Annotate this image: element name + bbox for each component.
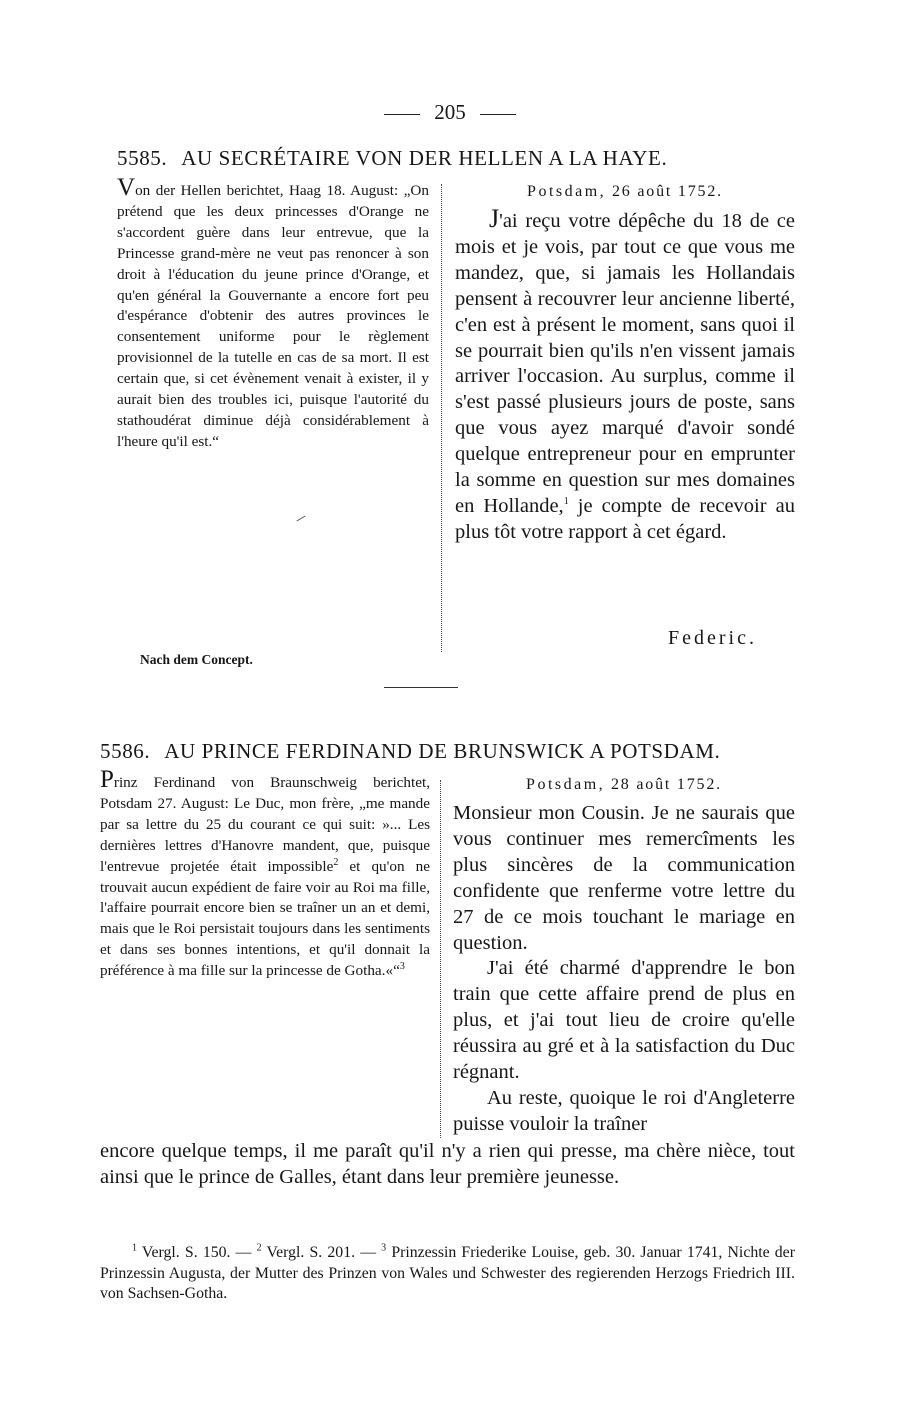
letter-1-body-end: je compte de recevoir au plus tôt votre rapport à cet égard. — [455, 494, 795, 543]
letter-1-number: 5585. — [117, 146, 168, 170]
letter-2-summary-b: et qu'on ne trouvait aucun expédient de faire voir au Roi ma fille, l'affaire pourrait encore bien se traîner un an et demi, mais que le Roi persistait toujours dans les sentiments et dans ses bonnes intentions, et qu'il donnait la préférence à ma fille sur la princesse de Gotha.«“ — [100, 857, 430, 980]
letter-2-title: AU PRINCE FERDINAND DE BRUNSWICK A POTSDAM. — [164, 739, 721, 763]
letter-1-heading — [117, 146, 777, 171]
letter-2-dateline-place: Potsdam, — [526, 776, 606, 793]
letter-2-summary-a: rinz Ferdinand von Braunschweig berichtet, Potsdam 27. August: Le Duc, mon frère, „me mande par sa lettre du 25 du courant ce qui suit: »... Les dernières lettres d'Hanovre mandent, que, puisque l'entrevue projetée était impossible — [100, 774, 430, 875]
footnote-3-text: Prinzessin Friederike Louise, geb. 30. Januar 1741, Nichte der Prinzessin Augusta, der Mutter des Prinzen von Wales und Schwester des regierenden Herzogs Friedrich III. von Sachsen-Gotha. — [100, 1244, 795, 1302]
letter-1-column-separator — [441, 184, 442, 652]
letter-1-body-text: 'ai reçu votre dépêche du 18 de ce mois et je vois, par tout ce que vous me mandez, que, si jamais les Hollandais pensent à recouvrer leur ancienne liberté, c'en est à présent le moment, sans quoi il se pourrait bien qu'ils n'en vissent jamais arriver l'occasion. Au surplus, comme il s'est passé plusieurs jours de poste, sans que vous ayez marqué d'avoir sondé quelque entrepreneur pour en emprunter la somme en question sur mes domaines en Hollande, — [455, 210, 795, 517]
letter-2-body-continued — [100, 1139, 795, 1191]
letter-1-dateline — [455, 183, 795, 201]
letter-1-summary-text: on der Hellen berichtet, Haag 18. August: „On prétend que les deux princesses d'Orange ne s'accordent guère dans leur entrevue, que la Princesse grand-mère ne veut pas renoncer à son droit à l'éducation du jeune prince d'Orange, et qu'en général la Gouvernante a encore fort peu d'espérance d'obtenir des autres provinces le consentement uniforme pour le règlement provisionnel de la tutelle en cas de sa mort. Il est certain que, si cet évènement venait à exister, il y aurait bien des troubles ici, puisque l'autorité du stathoudérat diminue déjà considérablement à l'heure qu'il est.“ — [117, 182, 429, 450]
letter-1-dateline-date: 26 août 1752. — [611, 183, 723, 200]
letter-1-body — [455, 206, 795, 546]
letter-2-column-separator — [440, 780, 441, 1138]
page-number-dash-right — [480, 114, 516, 115]
letter-2-dateline-date: 28 août 1752. — [610, 776, 722, 793]
letter-1-dateline-place: Potsdam, — [527, 183, 607, 200]
letter-2-heading — [100, 739, 800, 764]
letter-2-paragraph-3: Au reste, quoique le roi d'Angleterre puisse vouloir la traîner — [453, 1086, 795, 1135]
section-rule — [384, 687, 458, 688]
page-number-value: 205 — [434, 100, 466, 124]
page-number-dash-left — [384, 114, 420, 115]
footnote-1-text: Vergl. S. 150. — — [137, 1244, 257, 1261]
letter-1-source: Nach dem Concept. — [140, 652, 253, 667]
footnote-1-ref: 1 — [132, 1242, 137, 1254]
page-number — [0, 100, 900, 125]
ink-mark — [296, 516, 305, 522]
letter-2-summary — [100, 766, 430, 982]
letter-2-paragraph-3-continued: encore quelque temps, il me paraît qu'il n'y a rien qui presse, ma chère nièce, tout ainsi que le prince de Galles, étant dans leur première jeunesse. — [100, 1140, 795, 1188]
letter-1-signature: Federic. — [668, 627, 757, 649]
letter-1-summary-dropcap: V — [117, 174, 136, 201]
letter-1-footnote-ref: 1 — [563, 496, 569, 508]
letter-2-summary-ref-3: 3 — [399, 961, 405, 973]
footnote-3-ref: 3 — [381, 1242, 387, 1254]
letter-2-summary-ref-2: 2 — [333, 856, 339, 868]
letter-1-title: AU SECRÉTAIRE VON DER HELLEN A LA HAYE. — [181, 146, 668, 170]
letter-2-body — [453, 801, 795, 1138]
letter-2-number: 5586. — [100, 739, 151, 763]
letter-2-paragraph-1: Monsieur mon Cousin. Je ne saurais que vous continuer mes remercîments les plus sincères de la communication confidente que renferme votre lettre du 27 de ce mois touchant le mariage en question. — [453, 802, 795, 954]
letter-2-paragraph-2: J'ai été charmé d'apprendre le bon train que cette affaire prend de plus en plus, et j'ai tout lieu de croire qu'elle réussira au gré et à la satisfaction du Duc régnant. — [453, 957, 795, 1084]
footnotes — [100, 1243, 795, 1305]
letter-1-body-dropcap: J — [489, 204, 500, 233]
letter-2-summary-dropcap: P — [100, 766, 114, 793]
letter-2-dateline — [453, 776, 795, 794]
footnote-2-text: Vergl. S. 201. — — [261, 1244, 382, 1261]
letter-1-summary — [117, 174, 429, 453]
footnote-2-ref: 2 — [256, 1242, 262, 1254]
